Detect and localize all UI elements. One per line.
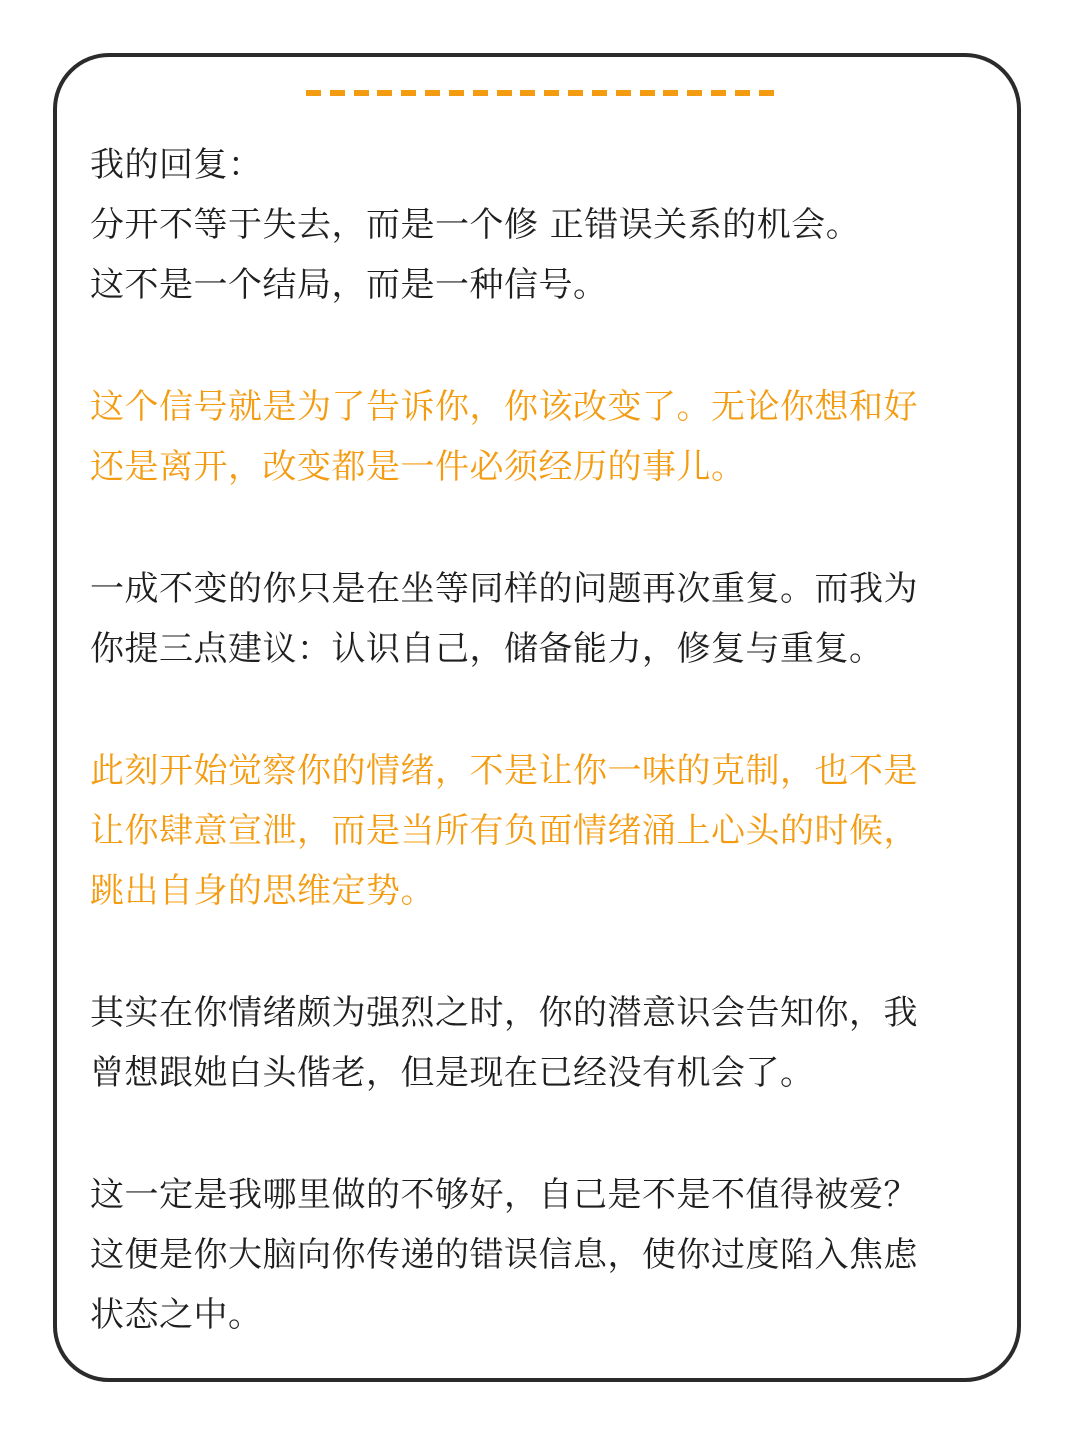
text-line: 状态之中。 bbox=[90, 1295, 263, 1335]
text-line: 让你肆意宣泄，而是当所有负面情绪涌上心头的时候， bbox=[90, 811, 918, 851]
paragraph-highlight-change bbox=[90, 377, 1000, 497]
text-line: 一成不变的你只是在坐等同样的问题再次重复。而我为 bbox=[90, 569, 918, 609]
text-line: 此刻开始觉察你的情绪，不是让你一味的克制，也不是 bbox=[90, 751, 918, 791]
text-line: 其实在你情绪颇为强烈之时，你的潜意识会告知你，我 bbox=[90, 993, 918, 1033]
paragraph-highlight-emotions bbox=[90, 741, 1000, 921]
paragraph-three-suggestions bbox=[90, 559, 1000, 679]
dashed-divider bbox=[306, 90, 774, 96]
text-line: 这一定是我哪里做的不够好，自己是不是不值得被爱？ bbox=[90, 1175, 918, 1215]
paragraph-reply-intro bbox=[90, 135, 1000, 315]
text-line: 这便是你大脑向你传递的错误信息，使你过度陷入焦虑 bbox=[90, 1235, 918, 1275]
paragraph-subconscious bbox=[90, 983, 1000, 1103]
text-line: 还是离开，改变都是一件必须经历的事儿。 bbox=[90, 447, 746, 487]
text-line: 这个信号就是为了告诉你，你该改变了。无论你想和好 bbox=[90, 387, 918, 427]
text-line: 分开不等于失去，而是一个修 正错误关系的机会。 bbox=[90, 205, 861, 245]
text-line: 你提三点建议：认识自己，储备能力，修复与重复。 bbox=[90, 629, 884, 669]
text-line: 这不是一个结局，而是一种信号。 bbox=[90, 265, 608, 305]
text-line: 我的回复： bbox=[90, 145, 263, 185]
text-line: 跳出自身的思维定势。 bbox=[90, 871, 435, 911]
reply-text-body bbox=[90, 135, 1000, 1407]
paragraph-anxiety bbox=[90, 1165, 1000, 1345]
text-line: 曾想跟她白头偕老，但是现在已经没有机会了。 bbox=[90, 1053, 815, 1093]
